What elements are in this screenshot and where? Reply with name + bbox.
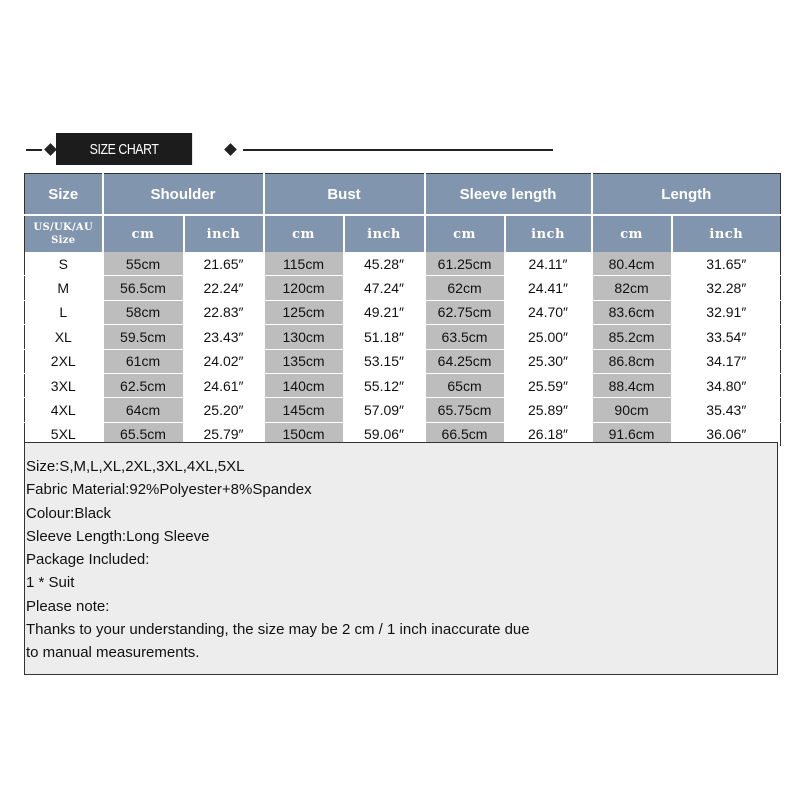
- note-line: 1 * Suit: [26, 574, 75, 592]
- bust-cm-cell: 115cm: [264, 252, 344, 276]
- length-inch-cell: 34.80″: [672, 373, 781, 397]
- bust-inch-cell: 55.12″: [344, 373, 425, 397]
- size-rows: [25, 252, 781, 447]
- length-cm-cell: 90cm: [592, 398, 672, 422]
- sleeve-cm-cell: 66.5cm: [425, 422, 505, 446]
- header-row-groups: [25, 174, 781, 216]
- bust-cm-cell: 140cm: [264, 373, 344, 397]
- length-cm-cell: 88.4cm: [592, 373, 672, 397]
- sleeve-cm-cell: 65cm: [425, 373, 505, 397]
- group-header-shoulder: Shoulder: [103, 174, 264, 216]
- shoulder-inch-cell: 24.02″: [184, 349, 264, 373]
- sleeve-inch-cell: 25.59″: [505, 373, 592, 397]
- sleeve-inch-cell: 24.11″: [505, 252, 592, 276]
- banner-right-rule: [243, 149, 553, 151]
- size-cell: XL: [25, 325, 103, 349]
- bust-inch-cell: 53.15″: [344, 349, 425, 373]
- shoulder-cm-cell: 62.5cm: [103, 373, 184, 397]
- note-line: Please note:: [26, 597, 110, 615]
- unit-header-cm: cm: [103, 215, 184, 252]
- size-header: Size: [25, 174, 103, 216]
- product-notes: [24, 442, 778, 675]
- bust-inch-cell: 47.24″: [344, 276, 425, 300]
- shoulder-inch-cell: 24.61″: [184, 373, 264, 397]
- bust-inch-cell: 51.18″: [344, 325, 425, 349]
- region-size-header: US/UK/AU Size: [25, 215, 103, 252]
- note-line: Sleeve Length:Long Sleeve: [26, 527, 210, 545]
- sleeve-inch-cell: 24.70″: [505, 300, 592, 324]
- unit-header-cm: cm: [264, 215, 344, 252]
- unit-header-inch: inch: [344, 215, 425, 252]
- size-cell: L: [25, 300, 103, 324]
- table-row: [25, 373, 781, 397]
- note-line: Fabric Material:92%Polyester+8%Spandex: [26, 481, 312, 499]
- length-cm-cell: 83.6cm: [592, 300, 672, 324]
- table-row: [25, 349, 781, 373]
- shoulder-inch-cell: 23.43″: [184, 325, 264, 349]
- bust-inch-cell: 45.28″: [344, 252, 425, 276]
- sleeve-inch-cell: 25.30″: [505, 349, 592, 373]
- sleeve-cm-cell: 65.75cm: [425, 398, 505, 422]
- shoulder-inch-cell: 25.79″: [184, 422, 264, 446]
- sleeve-cm-cell: 63.5cm: [425, 325, 505, 349]
- sleeve-inch-cell: 24.41″: [505, 276, 592, 300]
- sleeve-inch-cell: 26.18″: [505, 422, 592, 446]
- length-inch-cell: 33.54″: [672, 325, 781, 349]
- unit-header-cm: cm: [592, 215, 672, 252]
- sleeve-cm-cell: 64.25cm: [425, 349, 505, 373]
- bust-inch-cell: 59.06″: [344, 422, 425, 446]
- unit-header-inch: inch: [672, 215, 781, 252]
- shoulder-cm-cell: 58cm: [103, 300, 184, 324]
- shoulder-inch-cell: 22.24″: [184, 276, 264, 300]
- length-inch-cell: 35.43″: [672, 398, 781, 422]
- shoulder-cm-cell: 56.5cm: [103, 276, 184, 300]
- shoulder-cm-cell: 55cm: [103, 252, 184, 276]
- length-cm-cell: 85.2cm: [592, 325, 672, 349]
- size-chart-banner: [0, 128, 800, 170]
- note-line: Size:S,M,L,XL,2XL,3XL,4XL,5XL: [26, 458, 245, 475]
- note-line: Thanks to your understanding, the size may be 2 cm / 1 inch inaccurate due: [26, 621, 530, 639]
- sleeve-inch-cell: 25.89″: [505, 398, 592, 422]
- shoulder-cm-cell: 59.5cm: [103, 325, 184, 349]
- banner-title: SIZE CHART: [89, 140, 159, 158]
- sleeve-inch-cell: 25.00″: [505, 325, 592, 349]
- shoulder-cm-cell: 61cm: [103, 349, 184, 373]
- shoulder-cm-cell: 65.5cm: [103, 422, 184, 446]
- note-line: Package Included:: [26, 551, 150, 569]
- bust-cm-cell: 125cm: [264, 300, 344, 324]
- size-cell: S: [25, 252, 103, 276]
- table-row: [25, 398, 781, 422]
- unit-header-inch: inch: [505, 215, 592, 252]
- size-chart-table: [24, 173, 781, 447]
- banner-left-diamond: [44, 143, 57, 156]
- bust-inch-cell: 57.09″: [344, 398, 425, 422]
- bust-cm-cell: 150cm: [264, 422, 344, 446]
- bust-cm-cell: 145cm: [264, 398, 344, 422]
- length-inch-cell: 36.06″: [672, 422, 781, 446]
- bust-inch-cell: 49.21″: [344, 300, 425, 324]
- banner-right-diamond: [224, 143, 237, 156]
- bust-cm-cell: 135cm: [264, 349, 344, 373]
- group-header-sleeve-length: Sleeve length: [425, 174, 592, 216]
- length-cm-cell: 91.6cm: [592, 422, 672, 446]
- note-line: to manual measurements.: [26, 644, 200, 662]
- length-cm-cell: 80.4cm: [592, 252, 672, 276]
- shoulder-inch-cell: 22.83″: [184, 300, 264, 324]
- size-cell: 3XL: [25, 373, 103, 397]
- length-inch-cell: 32.91″: [672, 300, 781, 324]
- length-inch-cell: 34.17″: [672, 349, 781, 373]
- table-row: [25, 325, 781, 349]
- size-cell: 5XL: [25, 422, 103, 446]
- length-inch-cell: 32.28″: [672, 276, 781, 300]
- length-inch-cell: 31.65″: [672, 252, 781, 276]
- banner-title-box: [56, 133, 192, 165]
- note-line: Colour:Black: [26, 504, 112, 522]
- table-row: [25, 252, 781, 276]
- sleeve-cm-cell: 62cm: [425, 276, 505, 300]
- size-cell: 2XL: [25, 349, 103, 373]
- group-header-length: Length: [592, 174, 781, 216]
- shoulder-inch-cell: 25.20″: [184, 398, 264, 422]
- unit-header-cm: cm: [425, 215, 505, 252]
- sleeve-cm-cell: 61.25cm: [425, 252, 505, 276]
- header-row-units: [25, 215, 781, 252]
- table-row: [25, 300, 781, 324]
- length-cm-cell: 86.8cm: [592, 349, 672, 373]
- bust-cm-cell: 120cm: [264, 276, 344, 300]
- sleeve-cm-cell: 62.75cm: [425, 300, 505, 324]
- group-header-bust: Bust: [264, 174, 425, 216]
- size-cell: 4XL: [25, 398, 103, 422]
- shoulder-inch-cell: 21.65″: [184, 252, 264, 276]
- bust-cm-cell: 130cm: [264, 325, 344, 349]
- banner-left-rule: [26, 149, 42, 151]
- size-cell: M: [25, 276, 103, 300]
- unit-header-inch: inch: [184, 215, 264, 252]
- length-cm-cell: 82cm: [592, 276, 672, 300]
- table-row: [25, 276, 781, 300]
- shoulder-cm-cell: 64cm: [103, 398, 184, 422]
